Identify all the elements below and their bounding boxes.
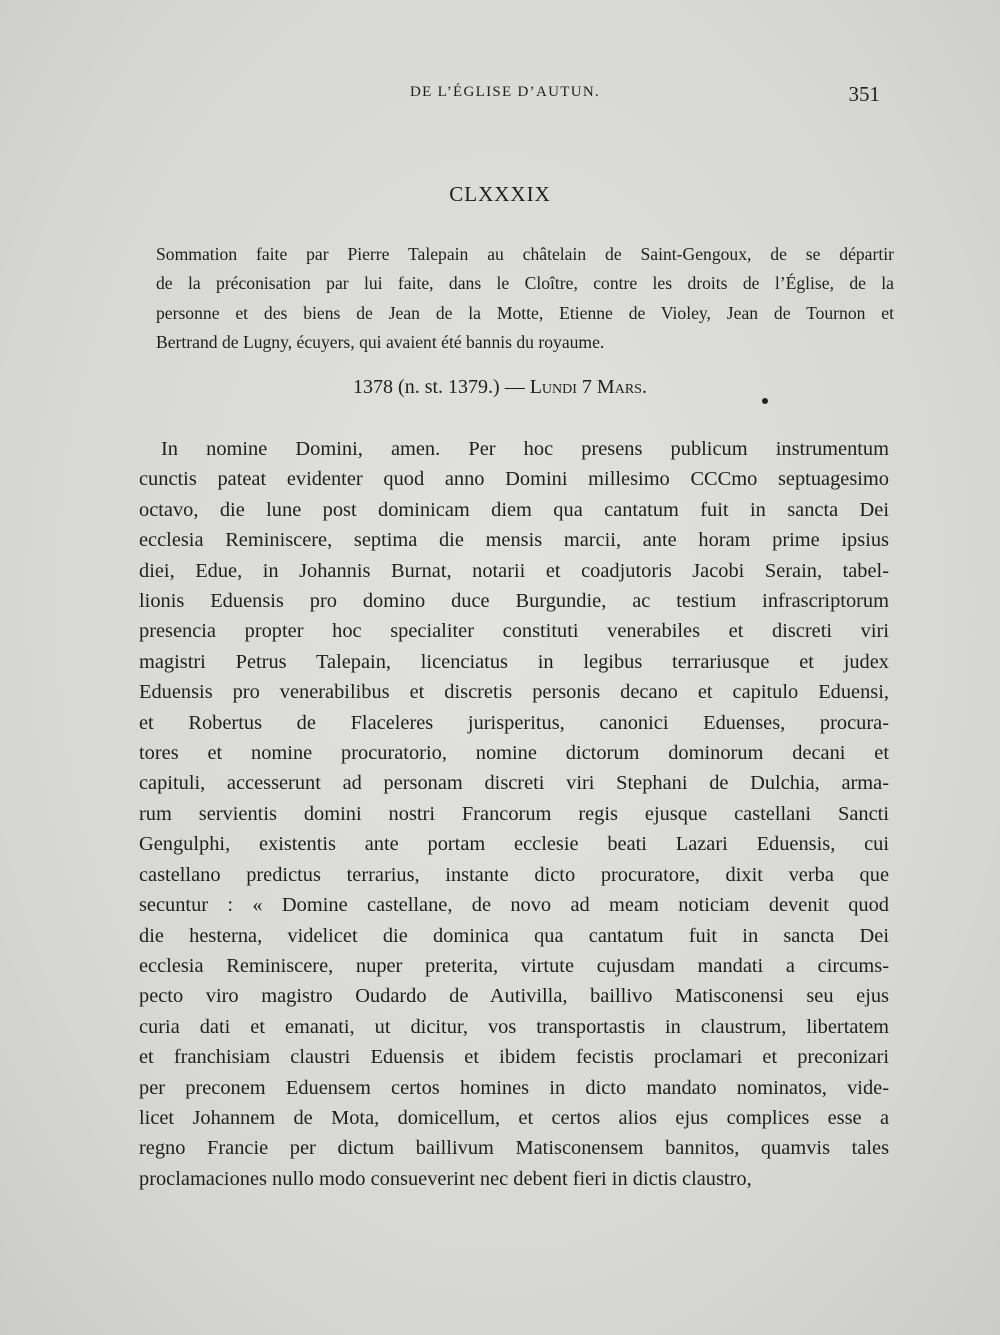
date-day: Lundi 7 Mars. xyxy=(529,376,647,398)
body-line: et franchisiam claustri Eduensis et ibidem fecistis proclamari et preconizari xyxy=(139,1046,889,1069)
body-line: magistri Petrus Talepain, licenciatus in legibus terrariusque et judex xyxy=(139,650,889,673)
summary-line: personne et des biens de Jean de la Motte, Etienne de Violey, Jean de Tournon et xyxy=(156,302,894,323)
body-line: per preconem Eduensem certos homines in dicto mandato nominatos, vide- xyxy=(139,1076,889,1099)
body-line: diei, Edue, in Johannis Burnat, notarii et coadjutoris Jacobi Serain, tabel- xyxy=(139,559,889,582)
document-summary xyxy=(156,240,894,357)
body-line: capituli, accesserunt ad personam discreti viri Stephani de Dulchia, arma- xyxy=(139,772,889,795)
body-line: In nomine Domini, amen. Per hoc presens publicum instrumentum xyxy=(161,438,889,460)
body-line: proclamaciones nullo modo consueverint nec debent fieri in dictis claustro, xyxy=(139,1167,752,1190)
summary-line: de la préconisation par lui faite, dans le Cloître, contre les droits de l’Église, de la xyxy=(156,273,894,294)
body-line: rum servientis domini nostri Francorum regis ejusque castellani Sancti xyxy=(139,802,889,825)
body-line: ecclesia Reminiscere, septima die mensis marcii, ante horam prime ipsius xyxy=(139,529,889,552)
body-line: secuntur : « Domine castellane, de novo ad meam noticiam devenit quod xyxy=(139,894,889,917)
body-line: curia dati et emanati, ut dicitur, vos transportastis in claustrum, libertatem xyxy=(139,1015,889,1038)
summary-line: Bertrand de Lugny, écuyers, qui avaient été bannis du royaume. xyxy=(156,331,605,352)
body-line: lionis Eduensis pro domino duce Burgundie, ac testium infrascriptorum xyxy=(139,590,889,613)
document-date xyxy=(0,376,1000,399)
page-number: 351 xyxy=(848,82,880,106)
body-line: ecclesia Reminiscere, nuper preterita, virtute cujusdam mandati a circums- xyxy=(139,954,889,977)
body-line: octavo, die lune post dominicam diem qua cantatum fuit in sancta Dei xyxy=(139,498,889,521)
body-line: cunctis pateat evidenter quod anno Domini millesimo CCCmo septuagesimo xyxy=(139,468,889,491)
running-title: DE L’ÉGLISE D’AUTUN. xyxy=(410,84,601,100)
body-line: Gengulphi, existentis ante portam ecclesie beati Lazari Eduensis, cui xyxy=(139,833,889,856)
body-line: pecto viro magistro Oudardo de Autivilla, baillivo Matisconensi seu ejus xyxy=(139,985,889,1008)
body-line: regno Francie per dictum baillivum Matisconensem bannitos, quamvis tales xyxy=(139,1137,889,1160)
document-number: CLXXXIX xyxy=(449,182,551,206)
body-line: tores et nomine procuratorio, nomine dictorum dominorum decani et xyxy=(139,742,889,765)
body-line: castellano predictus terrarius, instante dicto procuratore, dixit verba que xyxy=(139,863,889,886)
body-line: Eduensis pro venerabilibus et discretis personis decano et capitulo Eduensi, xyxy=(139,681,889,704)
ink-dot xyxy=(762,398,768,404)
body-line: et Robertus de Flaceleres jurisperitus, canonici Eduenses, procura- xyxy=(139,711,889,734)
summary-line: Sommation faite par Pierre Talepain au châtelain de Saint-Gengoux, de se départir xyxy=(156,244,894,264)
date-year: 1378 (n. st. 1379.) — xyxy=(353,376,525,398)
body-text xyxy=(139,434,889,1194)
body-line: die hesterna, videlicet die dominica qua cantatum fuit in sancta Dei xyxy=(139,924,889,947)
body-line: presencia propter hoc specialiter constituti venerabiles et discreti viri xyxy=(139,620,889,643)
body-line: licet Johannem de Mota, domicellum, et certos alios ejus complices esse a xyxy=(139,1106,889,1129)
